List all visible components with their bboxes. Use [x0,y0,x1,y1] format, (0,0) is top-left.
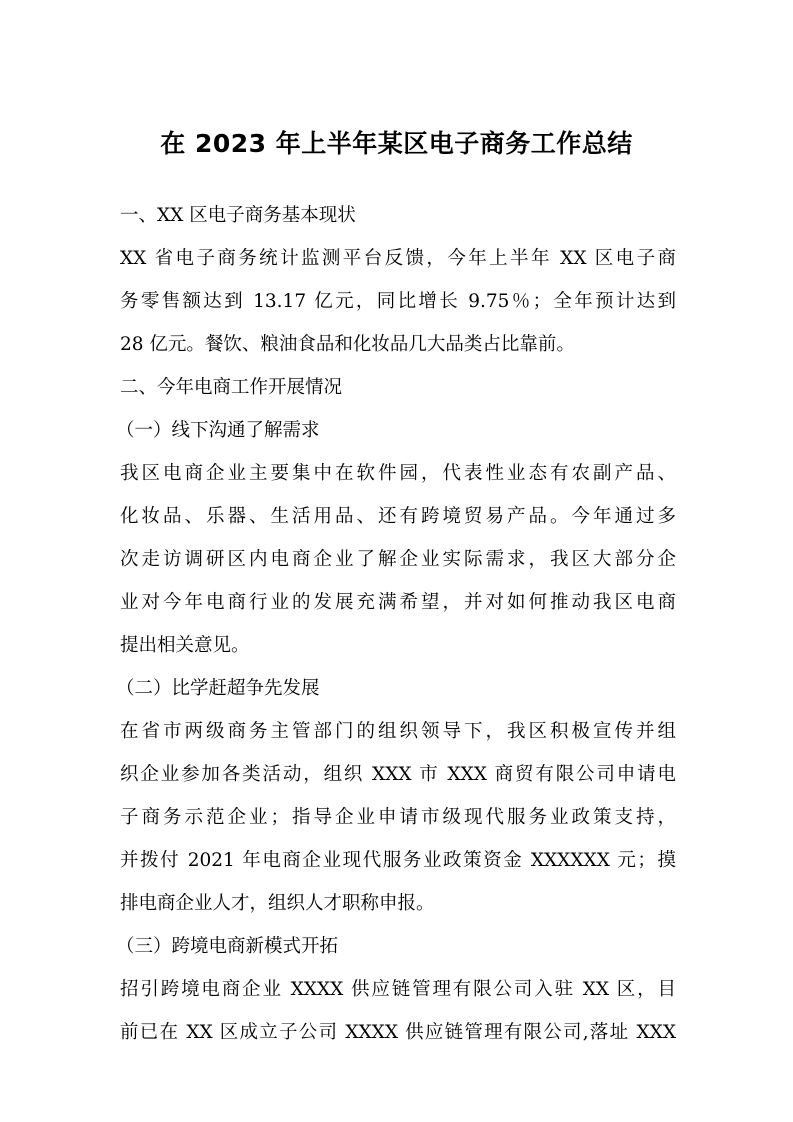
paragraph-line: 28 亿元。餐饮、粮油食品和化妆品几大品类占比靠前。 [120,334,575,355]
paragraph-line: 化妆品、乐器、生活用品、还有跨境贸易产品。今年通过多 [120,506,676,527]
subsection-heading-2: （二）比学赶超争先发展 [116,678,320,699]
subsection-heading-3: （三）跨境电商新模式开拓 [116,936,339,957]
document-body [116,194,676,1054]
paragraph-line: 业对今年电商行业的发展充满希望，并对如何推动我区电商 [120,592,676,613]
subsection-heading-1: （一）线下沟通了解需求 [116,420,320,441]
paragraph-line: 我区电商企业主要集中在软件园，代表性业态有农副产品、 [120,463,676,484]
paragraph-line: 次走访调研区内电商企业了解企业实际需求，我区大部分企 [120,549,676,570]
paragraph-line: XX 省电子商务统计监测平台反馈，今年上半年 XX 区电子商 [120,248,676,269]
paragraph-line: 排电商企业人才，组织人才职称申报。 [120,893,435,914]
paragraph-line: 在省市两级商务主管部门的组织领导下，我区积极宣传并组 [120,721,676,742]
section-heading-2: 二、今年电商工作开展情况 [120,377,343,398]
paragraph-line: 前已在 XX 区成立子公司 XXXX 供应链管理有限公司,落址 XXX [120,1022,676,1043]
paragraph-line: 务零售额达到 13.17 亿元，同比增长 9.75％；全年预计达到 [120,291,676,312]
paragraph-line: 提出相关意见。 [120,635,250,656]
section-heading-1: 一、XX 区电子商务基本现状 [120,205,356,226]
paragraph-line: 招引跨境电商企业 XXXX 供应链管理有限公司入驻 XX 区，目 [120,979,676,1000]
paragraph-line: 织企业参加各类活动，组织 XXX 市 XXX 商贸有限公司申请电 [120,764,676,785]
document-title: 在 2023 年上半年某区电子商务工作总结 [160,129,633,158]
paragraph-line: 子商务示范企业；指导企业申请市级现代服务业政策支持， [120,807,676,828]
paragraph-line: 并拨付 2021 年电商企业现代服务业政策资金 XXXXXX 元；摸 [120,850,676,871]
